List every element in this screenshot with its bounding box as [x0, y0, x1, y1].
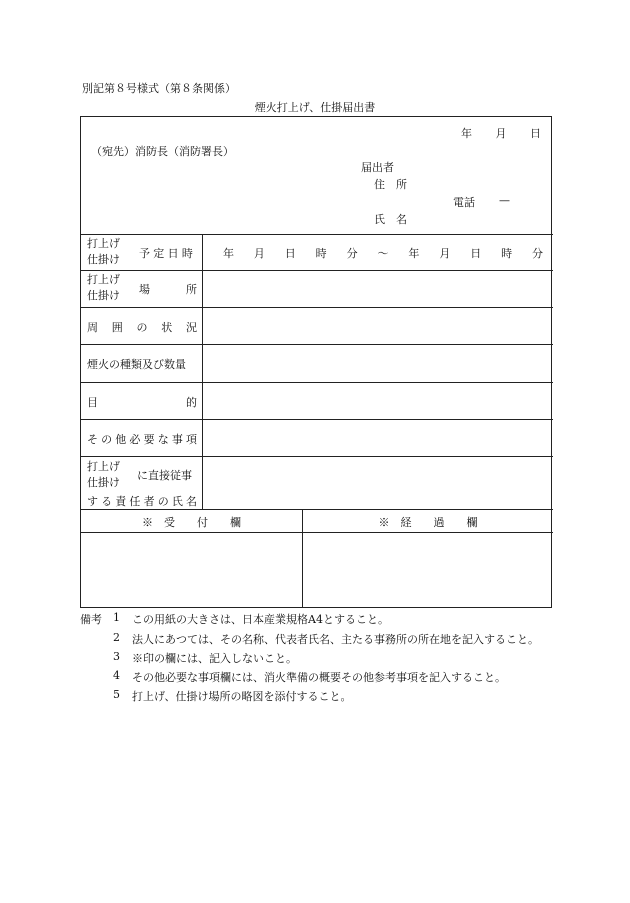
date-unit: 年	[222, 247, 234, 260]
responsible-label-stack	[87, 459, 120, 491]
place-label-a2: 仕掛け	[87, 289, 120, 302]
addressee: （宛先）消防長（消防署長）	[91, 145, 234, 158]
date-year-label: 年	[461, 127, 472, 140]
date-unit: 分	[346, 247, 358, 260]
note-number: 4	[113, 669, 120, 682]
schedule-row	[81, 234, 203, 270]
responsible-label-c: する責任者の氏名	[87, 495, 197, 508]
reception-header: ※ 受 付 欄	[142, 516, 241, 529]
schedule-cell[interactable]	[203, 234, 553, 270]
phone-label: 電話	[453, 196, 475, 209]
place-cell[interactable]	[203, 271, 553, 307]
note-number: 2	[113, 631, 120, 644]
progress-box	[303, 533, 553, 608]
note-text: 法人にあつては、その名称、代表者氏名、主たる事務所の所在地を記入すること。	[132, 633, 539, 646]
place-label-stack	[87, 272, 120, 304]
note-text: この用紙の大きさは、日本産業規格A4とすること。	[132, 613, 389, 626]
date-separator: ～	[377, 247, 389, 260]
date-line	[461, 125, 541, 141]
date-month-label: 月	[495, 127, 507, 140]
surroundings-label: 周囲の状況	[87, 321, 197, 334]
notifier-label: 届出者	[361, 161, 394, 174]
note-number: 5	[113, 688, 120, 701]
date-unit: 日	[470, 247, 482, 260]
date-unit: 分	[532, 247, 544, 260]
surroundings-cell[interactable]	[203, 308, 553, 344]
responsible-cell[interactable]	[203, 457, 553, 509]
schedule-label-a1: 打上げ	[87, 237, 120, 250]
reception-box	[81, 533, 302, 608]
responsible-label-b: に直接従事	[137, 469, 192, 482]
progress-header: ※ 経 過 欄	[378, 516, 478, 529]
date-day-label: 日	[530, 127, 541, 140]
purpose-label: 目的	[87, 396, 197, 409]
other-label: その他必要な事項	[87, 433, 197, 446]
schedule-label-b: 予定日時	[139, 247, 197, 260]
purpose-cell[interactable]	[203, 383, 553, 419]
schedule-label-a2: 仕掛け	[87, 253, 120, 266]
form-number: 別記第８号様式（第８条関係）	[82, 82, 236, 95]
date-unit: 年	[408, 247, 420, 260]
note-text: 打上げ、仕掛け場所の略図を添付すること。	[132, 690, 352, 703]
rule	[81, 509, 553, 510]
place-label-a1: 打上げ	[87, 273, 120, 286]
date-unit: 日	[284, 247, 296, 260]
note-text: ※印の欄には、記入しないこと。	[132, 652, 297, 665]
date-unit: 時	[315, 247, 327, 260]
fireworks-type-label: 煙火の種類及び数量	[87, 358, 186, 371]
address-label: 住 所	[374, 178, 407, 191]
responsible-label-a1: 打上げ	[87, 460, 120, 473]
document-title: 煙火打上げ、仕掛届出書	[254, 101, 376, 114]
fireworks-type-cell[interactable]	[203, 345, 553, 382]
other-cell[interactable]	[203, 420, 553, 456]
form-frame	[80, 116, 552, 608]
name-label: 氏 名	[374, 213, 407, 226]
note-number: 1	[113, 611, 120, 624]
phone-dash: —	[499, 194, 510, 207]
note-number: 3	[113, 650, 120, 663]
notes-heading: 備考	[80, 613, 102, 626]
place-label-b: 場所	[139, 283, 197, 296]
note-text: その他必要な事項欄には、消火準備の概要その他参考事項を記入すること。	[132, 671, 506, 684]
date-unit: 時	[501, 247, 513, 260]
date-unit: 月	[439, 247, 451, 260]
date-unit: 月	[253, 247, 265, 260]
responsible-label-a2: 仕掛け	[87, 476, 120, 489]
